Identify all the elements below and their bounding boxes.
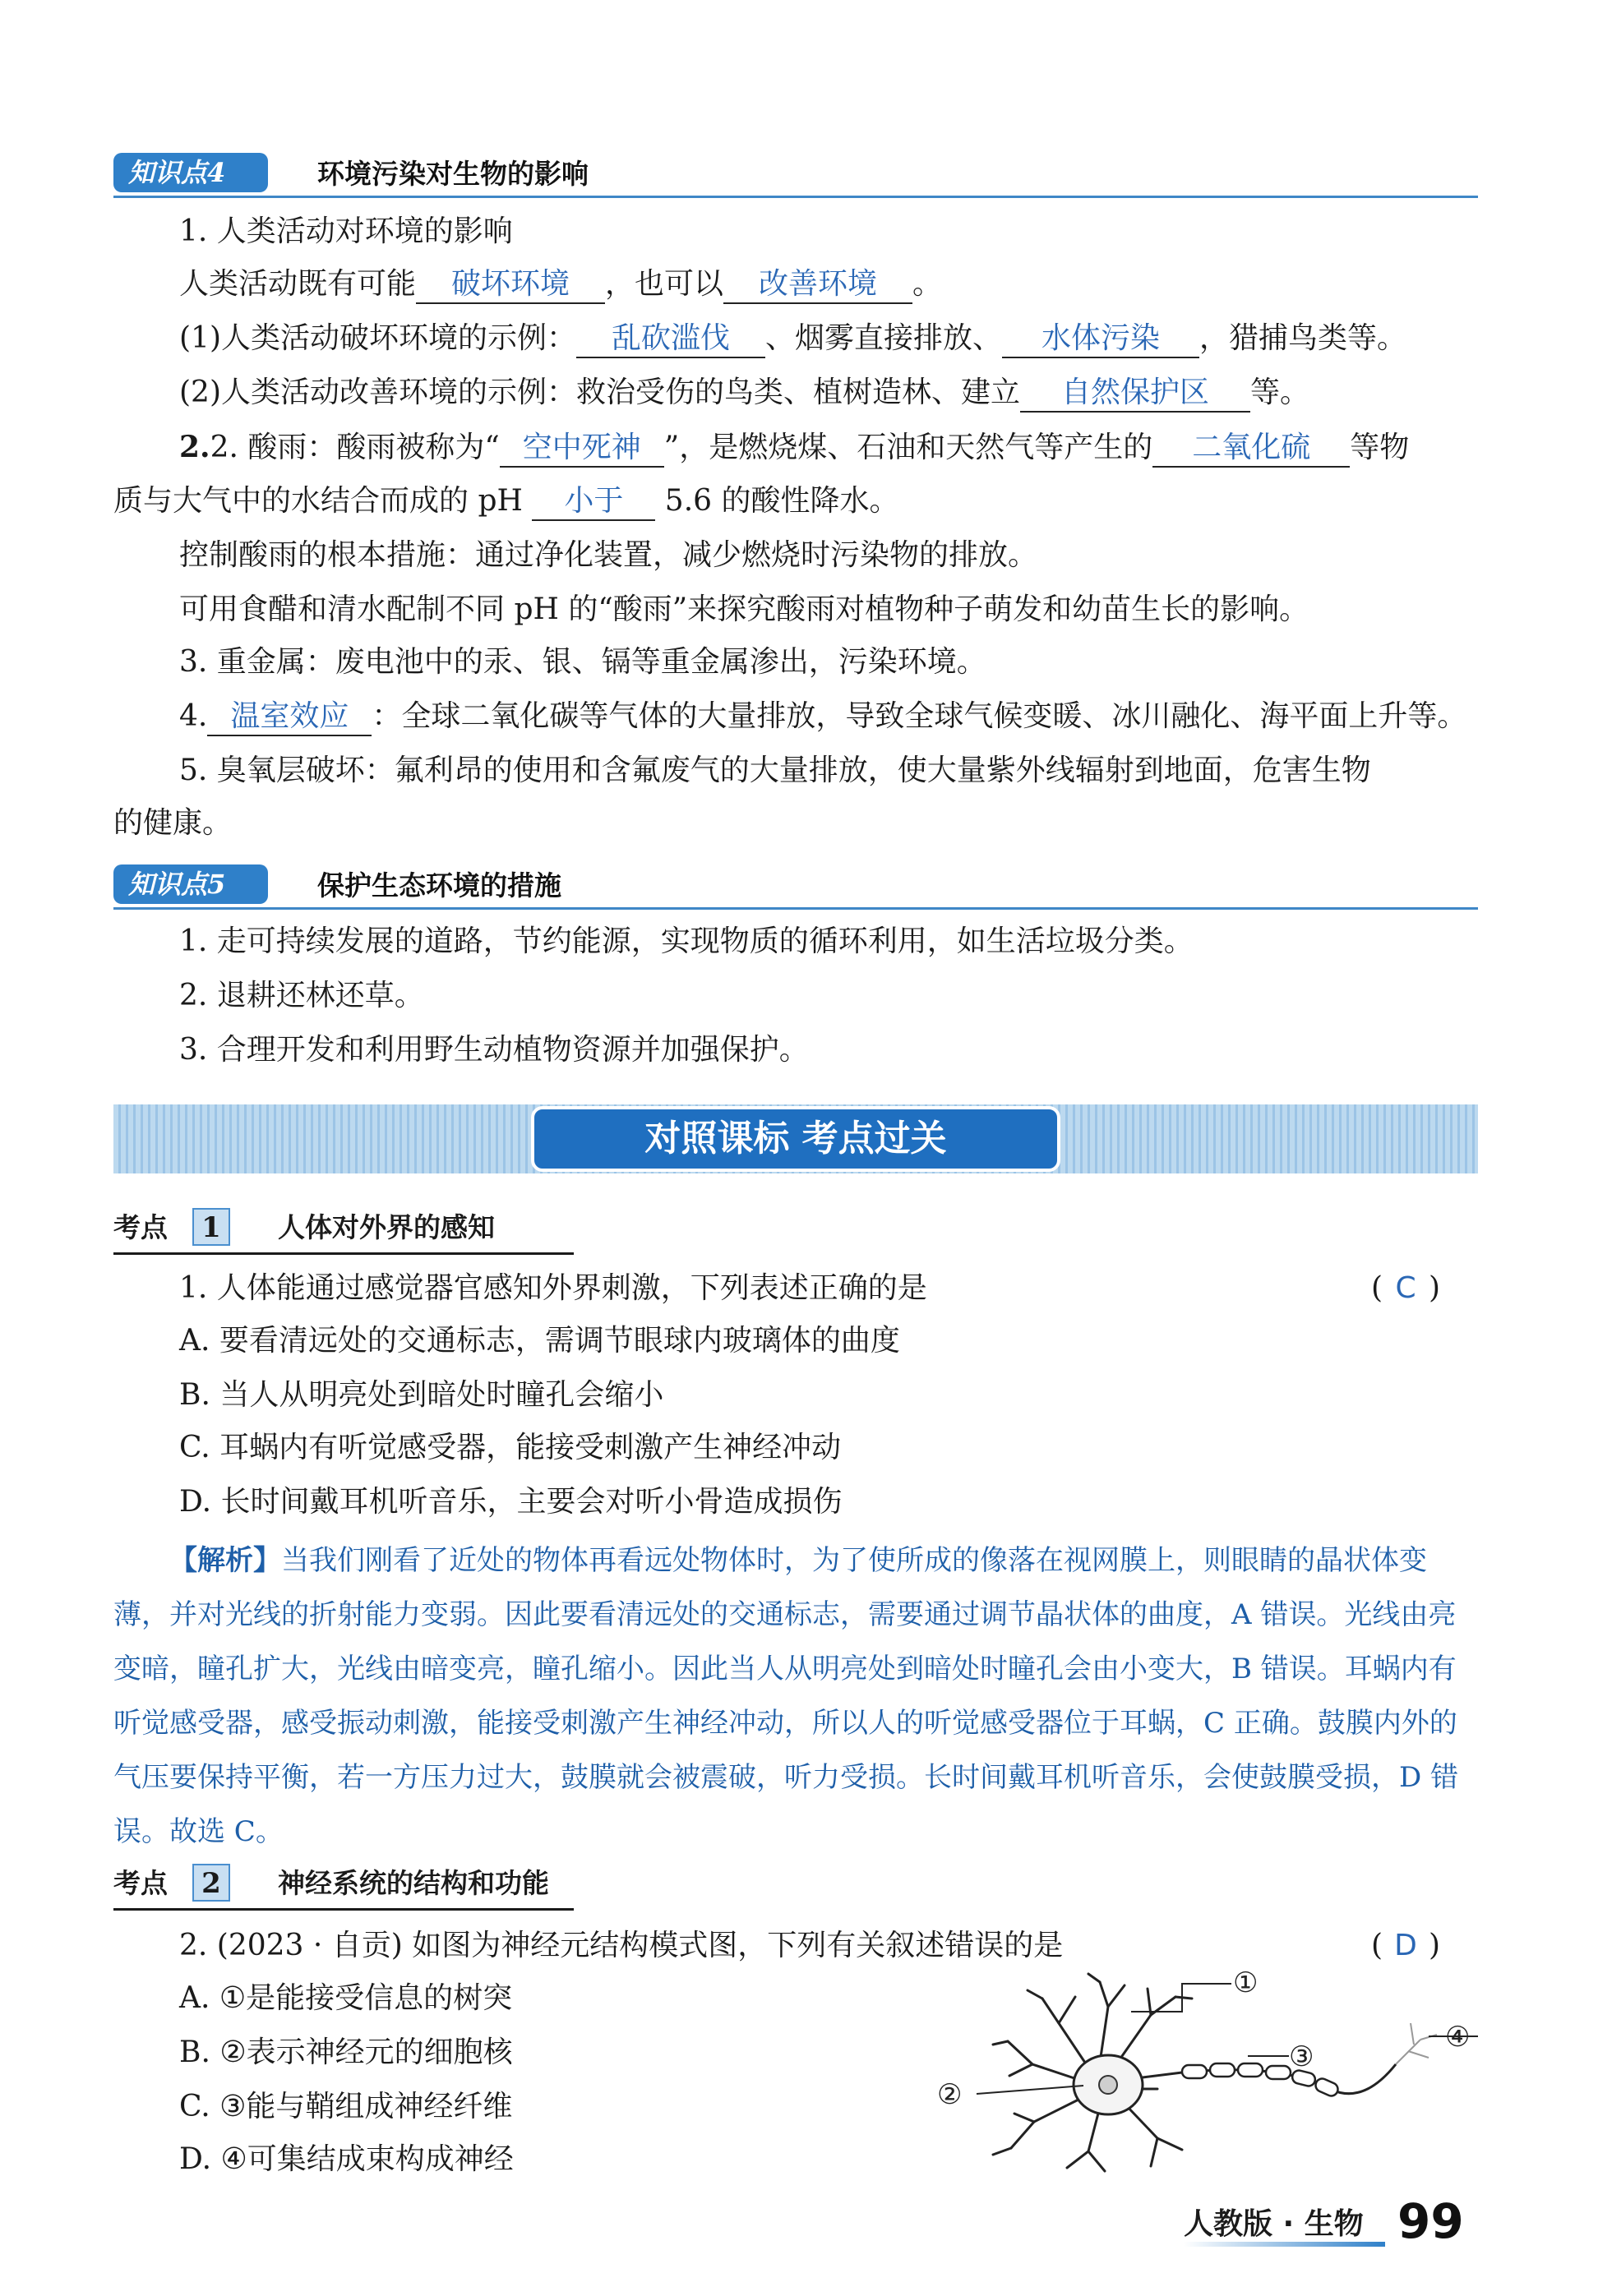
- answer-bracket: ( C ): [1371, 1266, 1440, 1312]
- option: C. 耳蜗内有听觉感受器，能接受刺激产生神经冲动: [179, 1431, 842, 1464]
- paragraph: 3. 合理开发和利用野生动植物资源并加强保护。: [179, 1033, 809, 1067]
- knowledge-point-badge: 知识点5: [113, 864, 268, 904]
- knowledge-point-title: 环境污染对生物的影响: [317, 158, 589, 190]
- paragraph: 5. 臭氧层破坏：氟利昂的使用和含氟废气的大量排放，使大量紫外线辐射到地面，危害生物: [179, 754, 1371, 787]
- exam-point-label: 考点: [113, 1211, 168, 1243]
- analysis-text: 当我们刚看了近处的物体再看远处物体时，为了使所成的像落在视网膜上，则眼睛的晶状体变薄，并对光线的折射能力变弱。因此要看清远处的交通标志，需要通过调节晶状体的曲度，A 错误。光线由亮变暗，瞳孔扩大，光线由暗变亮，瞳孔缩小。因此当人从明亮处到暗处时瞳孔会由小变大，B 错误。耳蜗内有听觉感受器，感受振动刺激，能接受刺激产生神经冲动，所以人的听觉感受器位于耳蜗，C 正确。鼓膜内外的气压要保持平衡，若一方压力过大，鼓膜就会被震破，听力受损。长时间戴耳机听音乐，会使鼓膜受损，D 错误。故选 C。: [113, 1544, 1459, 1848]
- marker-4: ④: [1445, 2021, 1471, 2054]
- paragraph: (2)人类活动改善环境的示例：救治受伤的鸟类、植树造林、建立 自然保护区 等。: [179, 370, 1309, 416]
- paragraph: 1. 走可持续发展的道路，节约能源，实现物质的循环利用，如生活垃圾分类。: [179, 924, 1194, 958]
- fill-blank-answer: 二氧化硫: [1152, 430, 1350, 468]
- option: A. 要看清远处的交通标志，需调节眼球内玻璃体的曲度: [179, 1324, 900, 1358]
- question: 1. 人体能通过感觉器官感知外界刺激，下列表述正确的是: [179, 1271, 927, 1305]
- page-number: 99: [1397, 2193, 1464, 2249]
- knowledge-point-title: 保护生态环境的措施: [317, 869, 561, 901]
- option: D. ④可集结成束构成神经: [179, 2142, 514, 2176]
- paragraph: 质与大气中的水结合而成的 pH 小于 5.6 的酸性降水。: [113, 478, 899, 524]
- option: D. 长时间戴耳机听音乐，主要会对听小骨造成损伤: [179, 1485, 843, 1519]
- paragraph: (1)人类活动破坏环境的示例： 乱砍滥伐 、烟雾直接排放、 水体污染 ，猎捕鸟类等。: [179, 316, 1406, 362]
- knowledge-point-badge: 知识点4: [113, 153, 268, 192]
- section-banner: [113, 1104, 1478, 1173]
- neuron-diagram: [935, 1966, 1478, 2179]
- marker-2: ②: [937, 2078, 963, 2111]
- neuron-nucleus: [1099, 2076, 1117, 2094]
- paragraph: 3. 重金属：废电池中的汞、银、镉等重金属渗出，污染环境。: [179, 645, 986, 679]
- paragraph: 1. 人类活动对环境的影响: [179, 214, 513, 248]
- option: A. ①是能接受信息的树突: [179, 1981, 513, 2015]
- exam-point-1-header: [113, 1205, 574, 1255]
- paragraph: 可用食醋和清水配制不同 pH 的“酸雨”来探究酸雨对植物种子萌发和幼苗生长的影响。: [179, 592, 1309, 626]
- analysis-tag: 【解析】: [169, 1544, 281, 1577]
- answer-value: D: [1394, 1929, 1417, 1962]
- paragraph: 人类活动既有可能 破坏环境 ，也可以 改善环境 。: [179, 261, 942, 307]
- paragraph: 的健康。: [113, 806, 233, 840]
- fill-blank-answer: 温室效应: [207, 698, 372, 736]
- nerve-endings: [1396, 2023, 1437, 2064]
- analysis: [113, 1533, 1478, 1859]
- exam-point-label: 考点: [113, 1867, 168, 1899]
- paragraph: 控制酸雨的根本措施：通过净化装置，减少燃烧时污染物的排放。: [179, 538, 1038, 572]
- fill-blank-answer: 小于: [532, 483, 655, 521]
- marker-3: ③: [1289, 2040, 1314, 2073]
- exam-point-title: 人体对外界的感知: [278, 1211, 495, 1243]
- exam-point-2-header: [113, 1860, 574, 1911]
- section-banner-title: 对照课标 考点过关: [531, 1106, 1060, 1172]
- myelin-sheath: [1182, 2063, 1340, 2098]
- option: B. ②表示神经元的细胞核: [179, 2036, 513, 2069]
- fill-blank-answer: 破坏环境: [416, 266, 605, 304]
- fill-blank-answer: 乱砍滥伐: [576, 320, 765, 358]
- exam-point-number: 2: [192, 1864, 230, 1902]
- paragraph: 4. 温室效应 ：全球二氧化碳等气体的大量排放，导致全球气候变暖、冰川融化、海平面上升等。: [179, 694, 1466, 740]
- publisher-subject: 人教版 · 生物: [1184, 2207, 1364, 2241]
- knowledge-point-5-header: [113, 864, 1478, 910]
- answer-value: C: [1395, 1271, 1416, 1305]
- question: 2. (2023 · 自贡) 如图为神经元结构模式图，下列有关叙述错误的是: [179, 1929, 1064, 1962]
- answer-bracket: ( D ): [1371, 1923, 1440, 1969]
- knowledge-point-4-header: [113, 153, 1478, 198]
- marker-1: ①: [1233, 1966, 1259, 1999]
- option: B. 当人从明亮处到暗处时瞳孔会缩小: [179, 1378, 664, 1412]
- paragraph: 2.2. 酸雨：酸雨被称为“ 空中死神 ”，是燃烧煤、石油和天然气等产生的 二氧化硫 等物: [179, 424, 1409, 471]
- option: C. ③能与鞘组成神经纤维: [179, 2090, 513, 2123]
- fill-blank-answer: 自然保护区: [1020, 375, 1250, 413]
- fill-blank-answer: 改善环境: [723, 266, 912, 304]
- paragraph: 2. 退耕还林还草。: [179, 979, 424, 1012]
- footer-accent-bar: [1184, 2242, 1385, 2247]
- exam-point-number: 1: [192, 1208, 230, 1246]
- fill-blank-answer: 空中死神: [500, 430, 664, 468]
- exam-point-title: 神经系统的结构和功能: [278, 1867, 549, 1899]
- fill-blank-answer: 水体污染: [1002, 320, 1199, 358]
